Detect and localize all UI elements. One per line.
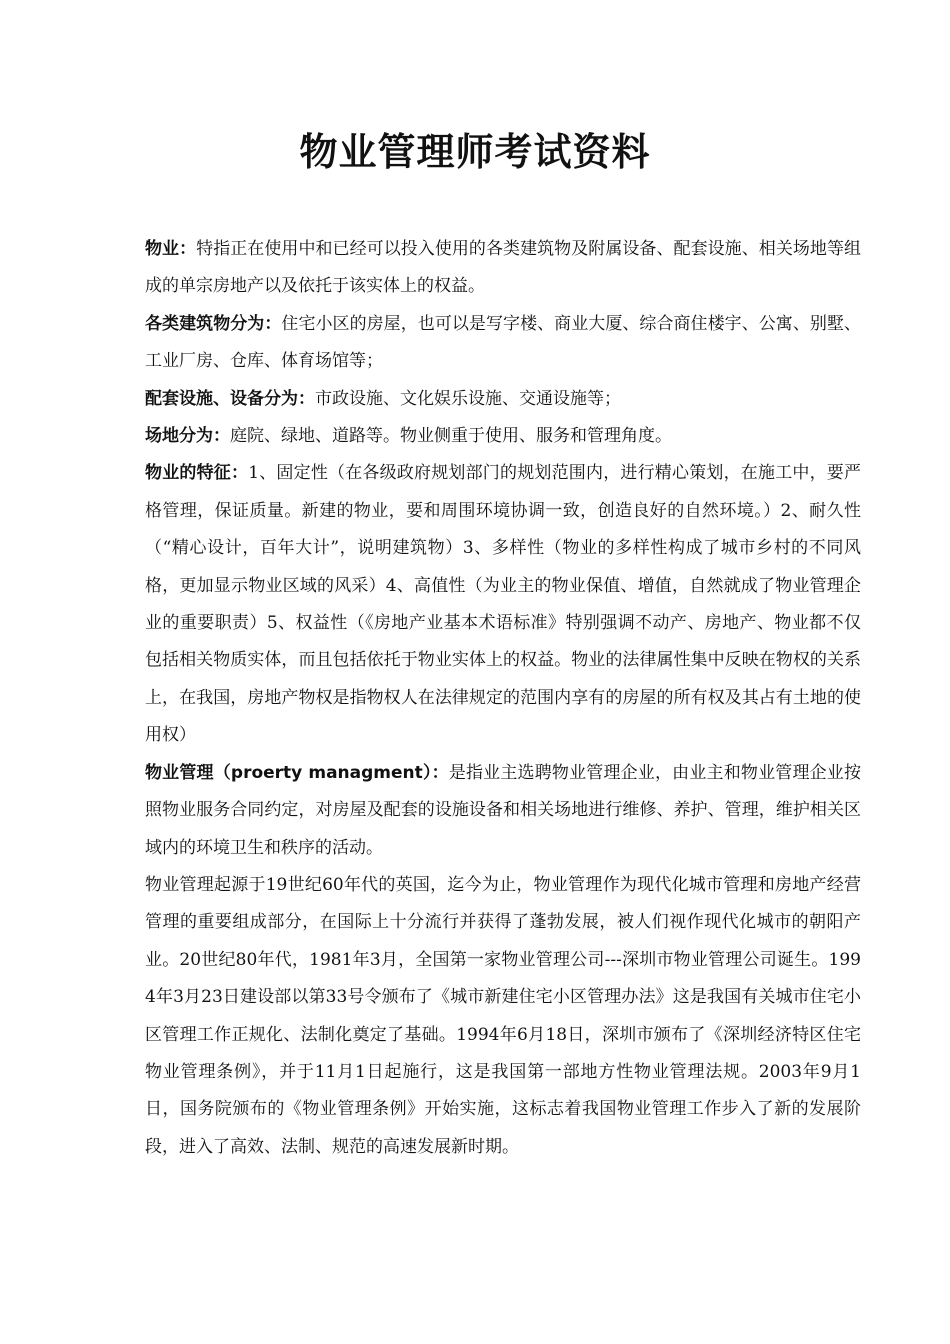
paragraph-property-management — [145, 755, 861, 867]
paragraph-property-features — [145, 455, 861, 754]
term-label: 配套设施、设备分为： — [145, 388, 315, 409]
paragraph-text: 庭院、绿地、道路等。物业侧重于使用、服务和管理角度。 — [230, 426, 672, 447]
paragraph-sites — [145, 418, 861, 455]
term-label: 场地分为： — [145, 426, 230, 447]
term-label: 物业管理（proerty managment）： — [145, 762, 449, 783]
term-label: 各类建筑物分为： — [145, 313, 282, 334]
paragraph-text: 住宅小区的房屋，也可以是写字楼、商业大厦、综合商住楼宇、公寓、别墅、工业厂房、仓库、体育场馆等； — [145, 313, 861, 372]
paragraph-facilities — [145, 381, 861, 418]
paragraph-text: 1、固定性（在各级政府规划部门的规划范围内，进行精心策划，在施工中，要严格管理，保证质量。新建的物业，要和周围环境协调一致，创造良好的自然环境。）2、耐久性（“精心设计，百年大计”，说明建筑物）3、多样性（物业的多样性构成了城市乡村的不同风格，更加显示物业区域的风采）4、高值性（为业主的物业保值、增值，自然就成了物业管理企业的重要职责）5、权益性（《房地产业基本术语标准》特别强调不动产、房地产、物业都不仅包括相关物质实体，而且包括依托于物业实体上的权益。物业的法律属性集中反映在物权的关系上，在我国，房地产物权是指物权人在法律规定的范围内享有的房屋的所有权及其占有土地的使用权） — [145, 463, 861, 746]
paragraph-property-definition — [145, 231, 861, 306]
term-label: 物业的特征： — [145, 463, 249, 484]
paragraph-text: 是指业主选聘物业管理企业，由业主和物业管理企业按照物业服务合同约定，对房屋及配套的设施设备和相关场地进行维修、养护、管理，维护相关区域内的环境卫生和秩序的活动。 — [145, 762, 861, 858]
paragraph-text: 物业管理起源于19世纪60年代的英国，迄今为止，物业管理作为现代化城市管理和房地产经营管理的重要组成部分，在国际上十分流行并获得了蓬勃发展，被人们视作现代化城市的朝阳产业。20世纪80年代，1981年3月，全国第一家物业管理公司---深圳市物业管理公司诞生。1994年3月23日建设部以第33号令颁布了《城市新建住宅小区管理办法》这是我国有关城市住宅小区管理工作正规化、法制化奠定了基础。1994年6月18日，深圳市颁布了《深圳经济特区住宅物业管理条例》，并于11月1日起施行，这是我国第一部地方性物业管理法规。2003年9月1日，国务院颁布的《物业管理条例》开始实施，这标志着我国物业管理工作步入了新的发展阶段，进入了高效、法制、规范的高速发展新时期。 — [145, 874, 861, 1157]
document-body — [145, 231, 861, 1166]
paragraph-text: 市政设施、文化娱乐设施、交通设施等； — [315, 388, 621, 409]
paragraph-building-types — [145, 306, 861, 381]
paragraph-text: 特指正在使用中和已经可以投入使用的各类建筑物及附属设备、配套设施、相关场地等组成的单宗房地产以及依托于该实体上的权益。 — [145, 239, 862, 297]
document-title: 物业管理师考试资料 — [299, 129, 651, 174]
paragraph-history — [145, 867, 861, 1166]
term-label: 物业： — [145, 239, 197, 259]
